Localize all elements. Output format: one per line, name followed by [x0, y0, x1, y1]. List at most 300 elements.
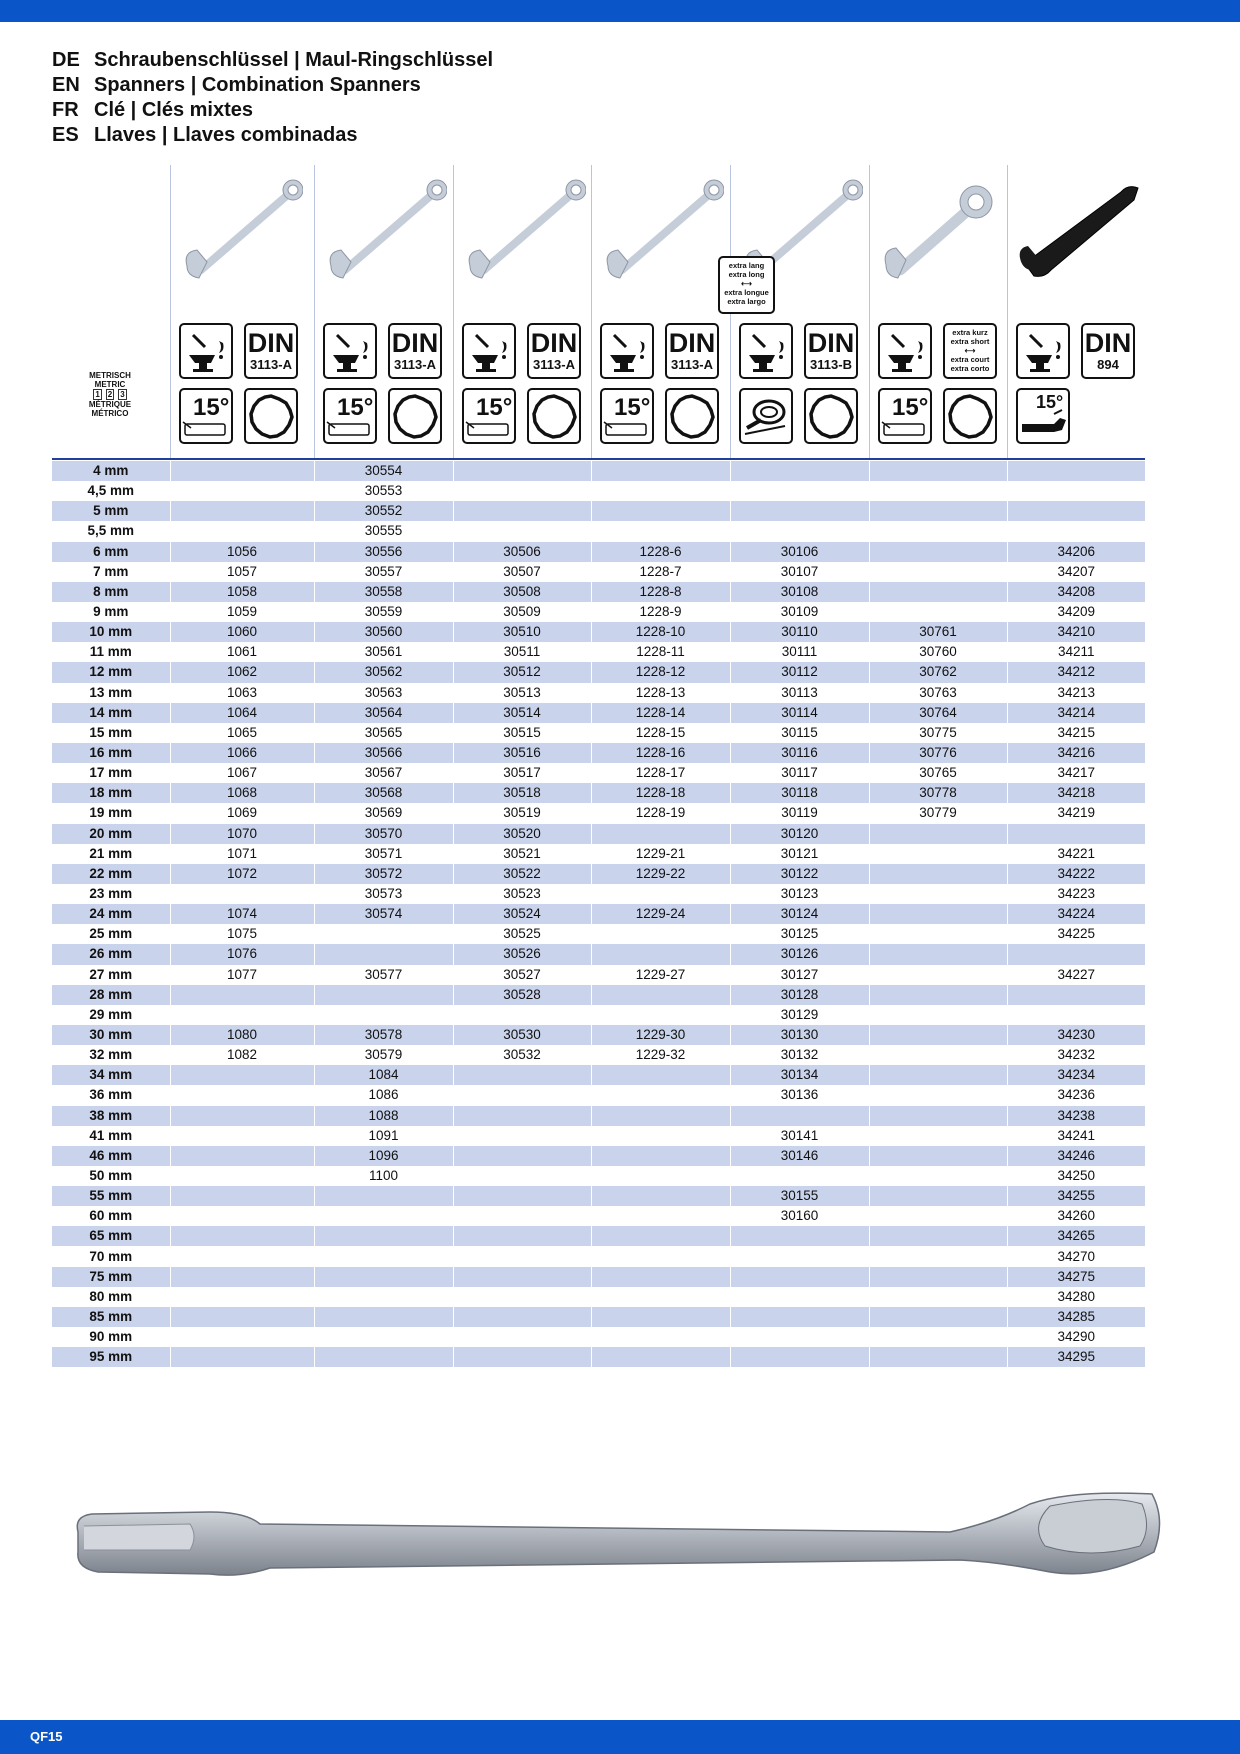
angle-label: 15° — [892, 394, 929, 421]
article-number-cell: 30127 — [730, 965, 869, 985]
table-row — [52, 824, 1145, 844]
article-number-cell: 30112 — [730, 662, 869, 682]
size-cell: 32 mm — [89, 1047, 133, 1063]
article-number-cell: 30579 — [314, 1045, 453, 1065]
article-number-cell: 1228-19 — [591, 803, 730, 823]
din-number: 894 — [1097, 357, 1119, 372]
article-number-cell: 34214 — [1007, 703, 1145, 723]
table-row — [52, 1347, 1145, 1367]
article-number-cell: 30557 — [314, 562, 453, 582]
article-number-cell: 34208 — [1007, 582, 1145, 602]
din-number: 3113-A — [671, 357, 713, 372]
article-number-cell: 30518 — [453, 783, 591, 803]
article-number-cell — [314, 944, 453, 964]
article-number-cell — [591, 1005, 730, 1025]
article-number-cell — [730, 481, 869, 501]
article-number-cell — [869, 481, 1007, 501]
article-number-cell: 1074 — [170, 904, 314, 924]
size-cell: 17 mm — [89, 765, 133, 781]
class-1: 1 — [95, 390, 100, 399]
class-3: 3 — [120, 390, 125, 399]
article-number-cell: 34212 — [1007, 662, 1145, 682]
article-number-cell — [170, 1146, 314, 1166]
article-number-cell: 34275 — [1007, 1267, 1145, 1287]
article-number-cell — [869, 1226, 1007, 1246]
size-cell: 80 mm — [89, 1288, 133, 1304]
table-row — [52, 1005, 1145, 1025]
article-number-cell — [453, 1206, 591, 1226]
article-number-cell: 30155 — [730, 1186, 869, 1206]
size-cell: 29 mm — [89, 1006, 133, 1022]
page-number: QF15 — [30, 1729, 63, 1744]
article-number-cell: 30553 — [314, 481, 453, 501]
article-number-cell — [591, 1126, 730, 1146]
table-row — [52, 1085, 1145, 1105]
article-number-cell: 30515 — [453, 723, 591, 743]
article-number-cell: 34207 — [1007, 562, 1145, 582]
article-number-cell — [453, 1146, 591, 1166]
size-cell: 16 mm — [52, 743, 170, 763]
table-row — [52, 763, 1145, 783]
open-end-spanner-image — [1016, 170, 1140, 285]
article-number-cell — [730, 501, 869, 521]
article-number-cell — [591, 521, 730, 541]
table-row — [52, 1186, 1145, 1206]
article-number-cell: 30568 — [314, 783, 453, 803]
article-number-cell: 34295 — [1007, 1347, 1145, 1367]
article-number-cell: 1060 — [170, 622, 314, 642]
article-number-cell — [453, 1186, 591, 1206]
article-number-cell: 30124 — [730, 904, 869, 924]
article-number-cell: 30126 — [730, 944, 869, 964]
article-number-cell — [314, 1287, 453, 1307]
table-row — [52, 501, 1145, 521]
article-number-cell: 1057 — [170, 562, 314, 582]
article-number-cell — [170, 1085, 314, 1105]
article-number-cell: 30532 — [453, 1045, 591, 1065]
din-number: 3113-A — [250, 357, 292, 372]
article-number-cell — [314, 1307, 453, 1327]
article-number-cell — [314, 1206, 453, 1226]
article-number-cell: 1096 — [314, 1146, 453, 1166]
article-number-cell: 30508 — [453, 582, 591, 602]
article-number-cell — [869, 864, 1007, 884]
article-number-cell — [170, 1327, 314, 1347]
table-row — [52, 562, 1145, 582]
article-number-cell — [453, 1246, 591, 1266]
title-fr — [52, 99, 493, 124]
article-number-cell: 30561 — [314, 642, 453, 662]
article-number-cell: 30555 — [314, 521, 453, 541]
table-row — [52, 1226, 1145, 1246]
article-number-cell: 30572 — [314, 864, 453, 884]
article-number-cell — [170, 1226, 314, 1246]
article-number-cell — [869, 1246, 1007, 1266]
title-text: Clé | Clés mixtes — [94, 99, 254, 121]
article-number-cell: 1071 — [170, 844, 314, 864]
article-number-cell — [1007, 824, 1145, 844]
article-number-cell: 34216 — [1007, 743, 1145, 763]
twelve-point-icon — [943, 388, 997, 444]
article-number-cell — [869, 965, 1007, 985]
article-number-cell: 30136 — [730, 1085, 869, 1105]
article-number-cell — [869, 1267, 1007, 1287]
article-number-cell: 30512 — [453, 662, 591, 682]
size-cell: 4 mm — [52, 461, 170, 481]
article-number-cell: 34219 — [1007, 803, 1145, 823]
article-number-cell — [1007, 1005, 1145, 1025]
article-number-cell: 30779 — [869, 803, 1007, 823]
article-number-cell — [591, 944, 730, 964]
article-number-cell: 30119 — [730, 803, 869, 823]
article-number-cell — [591, 924, 730, 944]
article-number-cell: 34217 — [1007, 763, 1145, 783]
angle-15-icon — [878, 388, 932, 444]
product-column-4 — [591, 165, 731, 460]
din-number: 3113-B — [810, 357, 852, 372]
article-number-cell — [453, 1347, 591, 1367]
angle-label: 15° — [193, 394, 230, 421]
table-row — [52, 521, 1145, 541]
article-number-cell: 34280 — [1007, 1287, 1145, 1307]
size-cell: 70 mm — [89, 1248, 133, 1264]
article-number-cell: 1228-17 — [591, 763, 730, 783]
article-number-cell — [591, 1226, 730, 1246]
article-number-cell: 30577 — [314, 965, 453, 985]
din-number: 3113-A — [533, 357, 575, 372]
article-number-cell: 34236 — [1007, 1085, 1145, 1105]
double-arrow-icon: ⟷ — [964, 346, 976, 355]
combination-spanner-image — [70, 1480, 1170, 1590]
article-number-cell: 34234 — [1007, 1065, 1145, 1085]
lang-code: EN — [52, 74, 80, 96]
article-number-cell: 30764 — [869, 703, 1007, 723]
size-cell: 5 mm — [52, 501, 170, 521]
table-row — [52, 1126, 1145, 1146]
article-number-cell — [591, 1166, 730, 1186]
size-cell: 19 mm — [89, 805, 133, 821]
size-cell: 20 mm — [52, 824, 170, 844]
article-number-cell — [314, 1226, 453, 1246]
article-number-cell: 1228-11 — [591, 642, 730, 662]
article-number-cell — [314, 1246, 453, 1266]
article-number-cell — [453, 1005, 591, 1025]
article-number-cell — [170, 1005, 314, 1025]
size-table — [52, 461, 1145, 1367]
article-number-cell: 30110 — [730, 622, 869, 642]
metric-label — [52, 371, 168, 418]
product-column-1 — [170, 165, 315, 460]
article-number-cell: 34227 — [1007, 965, 1145, 985]
size-cell: 24 mm — [52, 904, 170, 924]
article-number-cell — [453, 1267, 591, 1287]
article-number-cell: 30527 — [453, 965, 591, 985]
article-number-cell: 1229-27 — [591, 965, 730, 985]
article-number-cell: 30762 — [869, 662, 1007, 682]
article-number-cell — [591, 1327, 730, 1347]
article-number-cell — [591, 461, 730, 481]
product-column-6 — [869, 165, 1008, 460]
extra-long-de: extra lang — [728, 261, 765, 270]
size-cell: 85 mm — [52, 1307, 170, 1327]
article-number-cell — [869, 1347, 1007, 1367]
twelve-point-icon — [527, 388, 581, 444]
din-label: DIN — [530, 328, 578, 358]
article-number-cell — [453, 1226, 591, 1246]
article-number-cell — [591, 1307, 730, 1327]
size-cell: 14 mm — [52, 703, 170, 723]
size-cell: 15 mm — [89, 724, 133, 740]
article-number-cell — [170, 461, 314, 481]
table-row — [52, 1166, 1145, 1186]
article-number-cell: 1229-30 — [591, 1025, 730, 1045]
article-number-cell: 30132 — [730, 1045, 869, 1065]
article-number-cell: 30121 — [730, 844, 869, 864]
article-number-cell: 34218 — [1007, 783, 1145, 803]
size-cell: 90 mm — [89, 1329, 133, 1345]
extra-short-fr: extra court — [950, 355, 990, 364]
article-number-cell: 30521 — [453, 844, 591, 864]
article-number-cell: 30564 — [314, 703, 453, 723]
article-number-cell: 30108 — [730, 582, 869, 602]
size-cell: 65 mm — [52, 1226, 170, 1246]
table-row — [52, 884, 1145, 904]
size-cell: 26 mm — [52, 944, 170, 964]
size-cell: 23 mm — [89, 886, 133, 902]
article-number-cell — [453, 1327, 591, 1347]
article-number-cell: 30111 — [730, 642, 869, 662]
table-row — [52, 944, 1145, 964]
article-number-cell: 30560 — [314, 622, 453, 642]
article-number-cell: 34260 — [1007, 1206, 1145, 1226]
size-cell: 6 mm — [52, 542, 170, 562]
article-number-cell — [591, 1106, 730, 1126]
footer-bar — [0, 1720, 1240, 1754]
metric-label-fr: MÉTRIQUE — [88, 400, 132, 409]
article-number-cell: 30513 — [453, 683, 591, 703]
offset-ring-icon — [739, 388, 793, 444]
article-number-cell: 34221 — [1007, 844, 1145, 864]
article-number-cell: 30523 — [453, 884, 591, 904]
size-cell: 12 mm — [52, 662, 170, 682]
table-row — [52, 924, 1145, 944]
article-number-cell: 30776 — [869, 743, 1007, 763]
article-number-cell — [730, 1246, 869, 1266]
article-number-cell: 34222 — [1007, 864, 1145, 884]
article-number-cell: 30122 — [730, 864, 869, 884]
article-number-cell — [314, 1327, 453, 1347]
angle-label: 15° — [476, 394, 513, 421]
article-number-cell: 30566 — [314, 743, 453, 763]
article-number-cell — [170, 1267, 314, 1287]
title-en — [52, 74, 493, 99]
article-number-cell: 30526 — [453, 944, 591, 964]
table-row — [52, 743, 1145, 763]
article-number-cell: 1061 — [170, 642, 314, 662]
article-number-cell — [730, 1347, 869, 1367]
angle-label: 15° — [1036, 392, 1064, 412]
article-number-cell — [869, 1005, 1007, 1025]
article-number-cell: 1228-14 — [591, 703, 730, 723]
article-number-cell — [869, 944, 1007, 964]
article-number-cell: 1075 — [170, 924, 314, 944]
table-row — [52, 602, 1145, 622]
article-number-cell: 30116 — [730, 743, 869, 763]
size-cell: 4,5 mm — [87, 483, 135, 499]
article-number-cell — [170, 1287, 314, 1307]
article-number-cell — [869, 602, 1007, 622]
table-row — [52, 965, 1145, 985]
article-number-cell — [1007, 944, 1145, 964]
article-number-cell — [869, 904, 1007, 924]
article-number-cell — [1007, 985, 1145, 1005]
article-number-cell: 1080 — [170, 1025, 314, 1045]
article-number-cell — [453, 501, 591, 521]
table-row — [52, 1327, 1145, 1347]
article-number-cell: 30763 — [869, 683, 1007, 703]
article-number-cell — [170, 1206, 314, 1226]
din-number: 3113-A — [394, 357, 436, 372]
article-number-cell — [170, 501, 314, 521]
article-number-cell: 30552 — [314, 501, 453, 521]
article-number-cell — [869, 582, 1007, 602]
catalog-titles — [52, 49, 493, 149]
article-number-cell — [170, 1166, 314, 1186]
article-number-cell: 30125 — [730, 924, 869, 944]
article-number-cell: 30141 — [730, 1126, 869, 1146]
article-number-cell — [591, 1246, 730, 1266]
article-number-cell — [730, 1307, 869, 1327]
article-number-cell — [453, 1287, 591, 1307]
article-number-cell — [170, 1065, 314, 1085]
table-row — [52, 1307, 1145, 1327]
size-cell: 22 mm — [52, 864, 170, 884]
article-number-cell: 30114 — [730, 703, 869, 723]
article-number-cell: 30117 — [730, 763, 869, 783]
article-number-cell: 30775 — [869, 723, 1007, 743]
article-number-cell — [591, 1146, 730, 1166]
article-number-cell: 34270 — [1007, 1246, 1145, 1266]
din-label: DIN — [247, 328, 295, 358]
table-row — [52, 723, 1145, 743]
article-number-cell: 30106 — [730, 542, 869, 562]
lang-code: DE — [52, 49, 80, 71]
extra-long-badge — [718, 256, 775, 314]
angle-15-icon — [462, 388, 516, 444]
table-row — [52, 703, 1145, 723]
article-number-cell — [314, 985, 453, 1005]
table-row — [52, 642, 1145, 662]
table-row — [52, 904, 1145, 924]
article-number-cell: 30109 — [730, 602, 869, 622]
article-number-cell: 1065 — [170, 723, 314, 743]
title-text: Llaves | Llaves combinadas — [94, 124, 358, 146]
article-number-cell: 30123 — [730, 884, 869, 904]
article-number-cell — [869, 1025, 1007, 1045]
article-number-cell — [170, 1307, 314, 1327]
article-number-cell: 34285 — [1007, 1307, 1145, 1327]
lang-code: FR — [52, 99, 79, 121]
size-cell: 21 mm — [89, 845, 133, 861]
article-number-cell — [730, 1166, 869, 1186]
article-number-cell: 30578 — [314, 1025, 453, 1045]
article-number-cell: 30517 — [453, 763, 591, 783]
forged-icon — [600, 323, 654, 379]
size-cell: 8 mm — [52, 582, 170, 602]
article-number-cell: 1228-13 — [591, 683, 730, 703]
size-cell: 75 mm — [52, 1267, 170, 1287]
article-number-cell: 1062 — [170, 662, 314, 682]
article-number-cell — [730, 1327, 869, 1347]
article-number-cell — [591, 884, 730, 904]
article-number-cell: 30113 — [730, 683, 869, 703]
article-number-cell — [453, 521, 591, 541]
size-cell: 60 mm — [89, 1208, 133, 1224]
article-number-cell: 34241 — [1007, 1126, 1145, 1146]
table-row — [52, 1246, 1145, 1266]
article-number-cell — [869, 824, 1007, 844]
article-number-cell — [869, 1065, 1007, 1085]
lang-code: ES — [52, 124, 79, 146]
article-number-cell: 30574 — [314, 904, 453, 924]
article-number-cell: 1082 — [170, 1045, 314, 1065]
combination-spanner-thumb — [462, 170, 586, 285]
article-number-cell: 1229-32 — [591, 1045, 730, 1065]
table-row — [52, 1146, 1145, 1166]
article-number-cell: 30514 — [453, 703, 591, 723]
article-number-cell: 30761 — [869, 622, 1007, 642]
article-number-cell: 1100 — [314, 1166, 453, 1186]
article-number-cell — [591, 1347, 730, 1367]
article-number-cell: 30571 — [314, 844, 453, 864]
metric-label-en: METRIC — [94, 380, 126, 389]
forged-icon — [878, 323, 932, 379]
article-number-cell: 34225 — [1007, 924, 1145, 944]
din-norm-badge — [665, 323, 719, 379]
article-number-cell — [869, 884, 1007, 904]
combination-spanner-thumb — [323, 170, 447, 285]
extra-long-en: extra long — [728, 270, 765, 279]
extra-short-badge — [943, 323, 997, 379]
article-number-cell: 34211 — [1007, 642, 1145, 662]
table-row — [52, 1106, 1145, 1126]
article-number-cell — [869, 1106, 1007, 1126]
forged-icon — [462, 323, 516, 379]
article-number-cell: 30556 — [314, 542, 453, 562]
table-row — [52, 582, 1145, 602]
article-number-cell: 1228-8 — [591, 582, 730, 602]
article-number-cell — [591, 481, 730, 501]
article-number-cell: 1076 — [170, 944, 314, 964]
table-row — [52, 461, 1145, 481]
article-number-cell: 1228-15 — [591, 723, 730, 743]
article-number-cell: 1228-6 — [591, 542, 730, 562]
title-text: Schraubenschlüssel | Maul-Ringschlüssel — [94, 49, 494, 71]
article-number-cell: 1070 — [170, 824, 314, 844]
forged-icon — [179, 323, 233, 379]
extra-short-es: extra corto — [950, 364, 990, 373]
article-number-cell: 1058 — [170, 582, 314, 602]
article-number-cell: 30530 — [453, 1025, 591, 1045]
article-number-cell: 30524 — [453, 904, 591, 924]
article-number-cell — [591, 1085, 730, 1105]
din-norm-badge — [244, 323, 298, 379]
product-column-2 — [314, 165, 454, 460]
article-number-cell — [314, 1186, 453, 1206]
article-number-cell — [869, 1186, 1007, 1206]
article-number-cell: 34206 — [1007, 542, 1145, 562]
article-number-cell: 30760 — [869, 642, 1007, 662]
